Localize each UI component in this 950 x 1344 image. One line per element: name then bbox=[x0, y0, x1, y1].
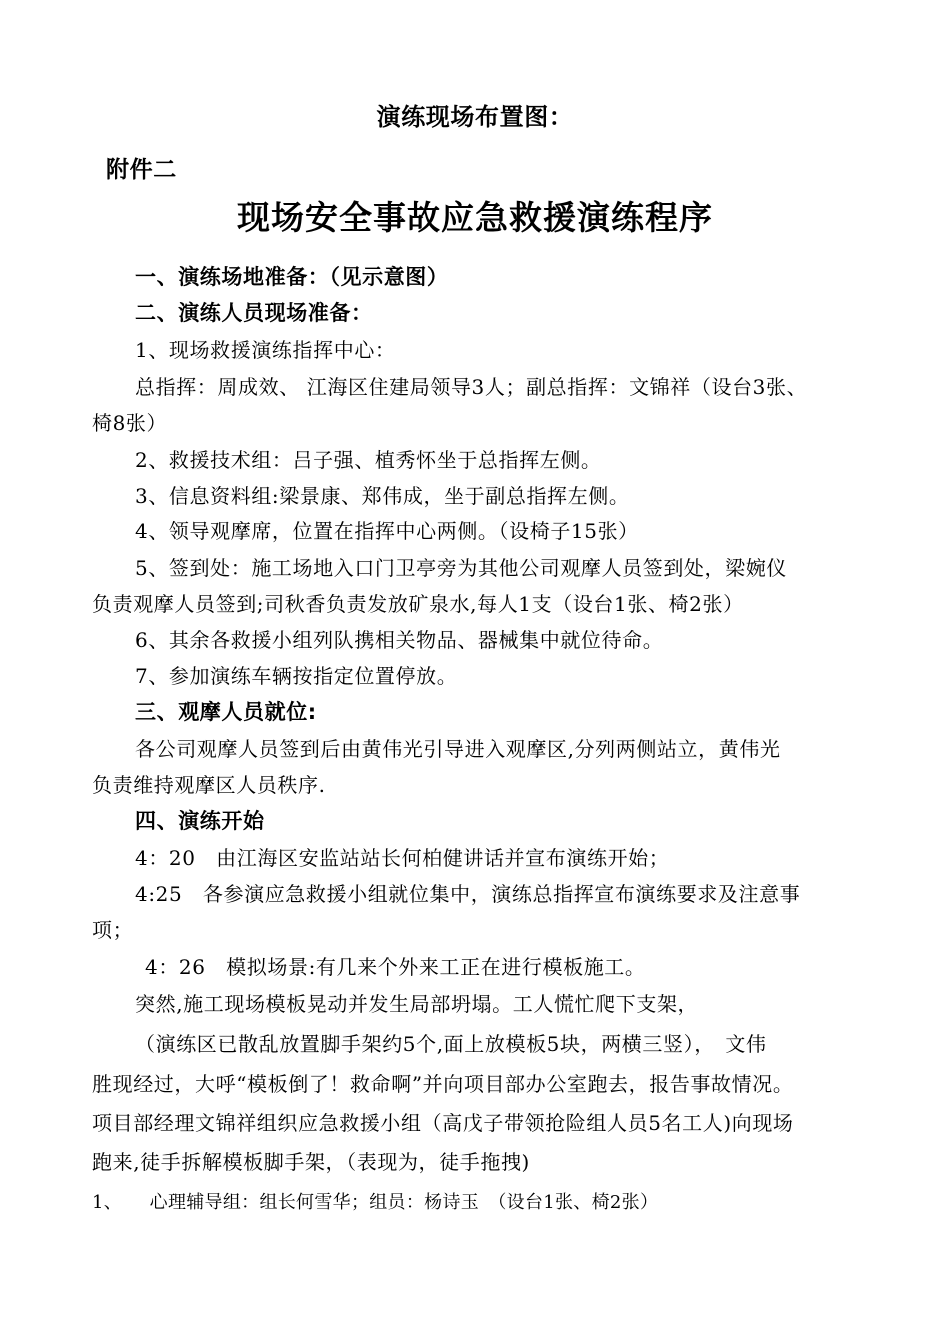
section-heading-observers: 三、观摩人员就位: bbox=[135, 700, 317, 724]
paragraph-line: 胜现经过，大呼“模板倒了！救命啊”并向项目部办公室跑去，报告事故情况。 bbox=[92, 1072, 794, 1096]
paragraph-line: 4、领导观摩席，位置在指挥中心两侧。（设椅子15张） bbox=[135, 519, 639, 543]
paragraph-line: 项目部经理文锦祥组织应急救援小组（高戊子带领抢险组人员5名工人)向现场 bbox=[92, 1111, 794, 1135]
paragraph-line: 项； bbox=[92, 918, 134, 942]
paragraph-line: 椅8张） bbox=[92, 411, 168, 435]
section-heading-personnel-prep: 二、演练人员现场准备： bbox=[135, 301, 373, 325]
paragraph-line: （演练区已散乱放置脚手架约5个,面上放模板5块，两横三竖）， 文伟 bbox=[135, 1032, 767, 1056]
paragraph-line: 突然,施工现场模板晃动并发生局部坍塌。工人慌忙爬下支架， bbox=[135, 992, 699, 1016]
paragraph-line: 3、信息资料组:梁景康、郑伟成，坐于副总指挥左侧。 bbox=[135, 484, 630, 508]
paragraph-line: 2、救援技术组：吕子强、植秀怀坐于总指挥左侧。 bbox=[135, 448, 602, 472]
paragraph-line: 负责观摩人员签到;司秋香负责发放矿泉水,每人1支（设台1张、椅2张） bbox=[92, 592, 744, 616]
paragraph-line: 1、 心理辅导组：组长何雪华；组员：杨诗玉 （设台1张、椅2张） bbox=[92, 1192, 659, 1213]
paragraph-line: 4:25 各参演应急救援小组就位集中，演练总指挥宣布演练要求及注意事 bbox=[135, 882, 801, 906]
section-heading-site-prep: 一、演练场地准备：（见示意图） bbox=[135, 265, 449, 289]
paragraph-line: 5、签到处：施工场地入口门卫亭旁为其他公司观摩人员签到处，梁婉仪 bbox=[135, 556, 787, 580]
paragraph-line: 4：20 由江海区安监站站长何柏健讲话并宣布演练开始； bbox=[135, 846, 670, 870]
paragraph-line: 7、参加演练车辆按指定位置停放。 bbox=[135, 664, 458, 688]
paragraph-line: 负责维持观摩区人员秩序. bbox=[92, 773, 326, 797]
layout-title: 演练现场布置图： bbox=[376, 103, 574, 131]
attachment-label: 附件二 bbox=[106, 157, 177, 183]
section-heading-drill-start: 四、演练开始 bbox=[135, 809, 265, 833]
paragraph-line: 各公司观摩人员签到后由黄伟光引导进入观摩区,分列两侧站立，黄伟光 bbox=[135, 737, 781, 761]
paragraph-line: 总指挥：周成效、 江海区住建局领导3人；副总指挥：文锦祥（设台3张、 bbox=[135, 375, 808, 399]
paragraph-line: 1、现场救援演练指挥中心： bbox=[135, 338, 396, 362]
document-title: 现场安全事故应急救援演练程序 bbox=[237, 198, 713, 237]
paragraph-line: 4：26 模拟场景:有几来个外来工正在进行模板施工。 bbox=[145, 955, 646, 979]
paragraph-line: 跑来,徒手拆解模板脚手架，（表现为，徒手拖拽) bbox=[92, 1150, 530, 1174]
paragraph-line: 6、其余各救援小组列队携相关物品、器械集中就位待命。 bbox=[135, 628, 664, 652]
